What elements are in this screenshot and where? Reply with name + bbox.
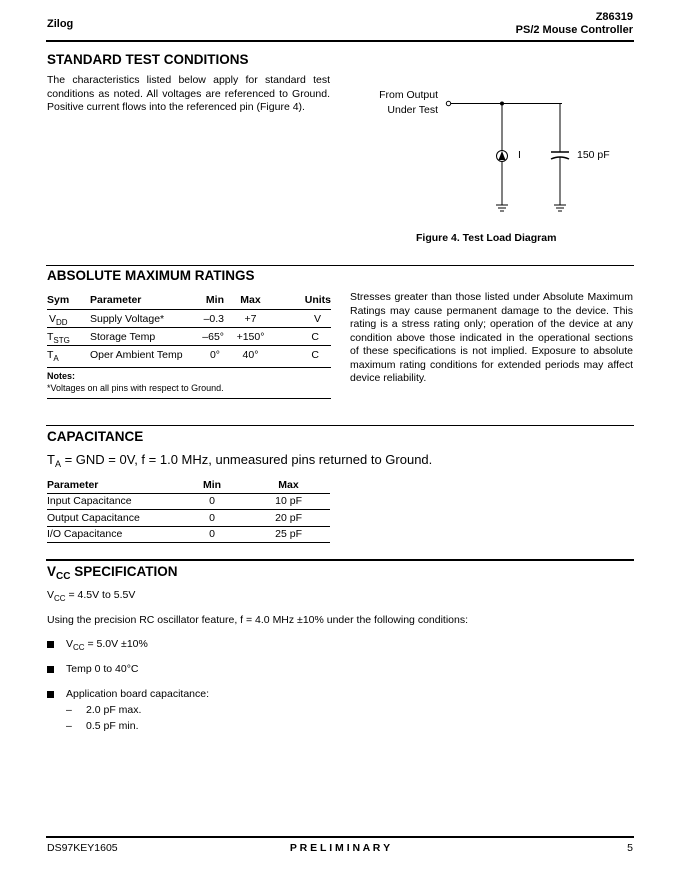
capacitance-table bbox=[47, 477, 330, 543]
notes-text: *Voltages on all pins with respect to Ground. bbox=[47, 383, 224, 393]
row-sym: $T_A$ bbox=[47, 349, 59, 363]
vcc-range: $V_{CC} = 4.5V$ to 5.5V bbox=[47, 589, 136, 603]
bullet-text: Application board capacitance: bbox=[66, 688, 210, 700]
header-part-number: Z86319 bbox=[595, 11, 633, 23]
abs-max-header-row bbox=[47, 294, 331, 310]
table-row bbox=[47, 493, 330, 510]
row-min: –0.3 bbox=[203, 313, 224, 325]
capacitance-conditions: $T_A$ = GND = 0V, f = 1.0 MHz, unmeasured pins returned to Ground. bbox=[47, 452, 433, 469]
header-subtitle: PS/2 Mouse Controller bbox=[515, 24, 633, 36]
col-max: Max bbox=[240, 294, 261, 306]
notes-title: Notes: bbox=[47, 371, 76, 381]
vcc-rule bbox=[46, 559, 634, 561]
diagram-current-label: I bbox=[518, 149, 521, 161]
stress-text: Stresses greater than those listed under Absolute Maximum Ratings may cause permanent damage to the device. This rating is a stress rating only; operation of the device at any condition above those indicated in the operational sections of these specifications is not implied. Exposure to absolute maximum rating conditions for extended periods may affect device reliability. bbox=[350, 291, 633, 384]
row-param: Output Capacitance bbox=[47, 511, 140, 524]
row-min: –65° bbox=[202, 331, 224, 343]
row-param: Storage Temp bbox=[90, 331, 156, 343]
capacitance-title: CAPACITANCE bbox=[47, 429, 144, 444]
row-param: Supply Voltage* bbox=[90, 313, 165, 325]
diagram-capacitor-label: 150 pF bbox=[577, 149, 610, 161]
col-min: Min bbox=[205, 294, 224, 306]
row-param: Input Capacitance bbox=[47, 495, 132, 508]
row-units: V bbox=[313, 313, 321, 325]
col-parameter: Parameter bbox=[90, 294, 142, 306]
dash-marker: – bbox=[66, 704, 72, 716]
row-max: 20 pF bbox=[275, 511, 302, 524]
dash-text: 0.5 pF min. bbox=[86, 720, 139, 732]
diagram-label-line2: Under Test bbox=[387, 104, 438, 116]
footer-rule bbox=[46, 836, 634, 838]
row-min: 0 bbox=[209, 495, 215, 508]
abs-max-title: ABSOLUTE MAXIMUM RATINGS bbox=[47, 268, 255, 283]
abs-max-table bbox=[47, 294, 331, 364]
table-row bbox=[47, 310, 331, 328]
dash-text: 2.0 pF max. bbox=[86, 704, 142, 716]
vcc-intro: Using the precision RC oscillator feature, f = 4.0 MHz ±10% under the following conditions: bbox=[47, 614, 469, 626]
abs-max-table-bottom-rule bbox=[47, 398, 331, 399]
figure-caption: Figure 4. Test Load Diagram bbox=[416, 232, 557, 244]
bullet-square-icon bbox=[47, 666, 54, 673]
header-company: Zilog bbox=[47, 18, 74, 30]
col-units: Units bbox=[304, 294, 331, 306]
row-sym: $T_{STG}$ bbox=[47, 331, 70, 345]
row-max: 40° bbox=[242, 349, 259, 361]
row-max: 10 pF bbox=[275, 495, 302, 508]
diagram-label-line1: From Output bbox=[379, 89, 438, 101]
test-load-diagram bbox=[340, 84, 640, 224]
header-part-info bbox=[516, 11, 633, 37]
col-parameter: Parameter bbox=[47, 478, 99, 491]
row-max: +150° bbox=[236, 331, 265, 343]
abs-max-notes bbox=[47, 367, 331, 394]
row-min: 0° bbox=[209, 349, 220, 361]
standard-test-title: STANDARD TEST CONDITIONS bbox=[47, 52, 249, 67]
table-row bbox=[47, 526, 330, 543]
table-row bbox=[47, 328, 331, 346]
footer-page-number: 5 bbox=[627, 842, 633, 854]
row-units: C bbox=[311, 349, 319, 361]
row-min: 0 bbox=[209, 528, 215, 541]
bullet-square-icon bbox=[47, 691, 54, 698]
col-sym: Sym bbox=[47, 294, 70, 306]
row-units: C bbox=[311, 331, 319, 343]
standard-test-body: The characteristics listed below apply for standard test conditions as noted. All voltages are referenced to Ground. Positive current flows into the referenced pin (Figure 4). bbox=[47, 74, 330, 113]
footer-doc-number: DS97KEY1605 bbox=[47, 842, 118, 854]
header-rule bbox=[46, 40, 634, 42]
col-max: Max bbox=[278, 478, 299, 491]
row-param: Oper Ambient Temp bbox=[90, 349, 183, 361]
capacitance-header-row bbox=[47, 477, 330, 493]
table-row bbox=[47, 510, 330, 527]
row-sym: $V_{DD}$ bbox=[49, 313, 68, 327]
row-max: 25 pF bbox=[275, 528, 302, 541]
bullet-square-icon bbox=[47, 641, 54, 648]
row-min: 0 bbox=[209, 511, 215, 524]
row-param: I/O Capacitance bbox=[47, 528, 123, 541]
bullet-text: $V_{CC} = 5.0V \pm 10\%$ bbox=[66, 638, 148, 652]
capacitance-rule bbox=[46, 425, 634, 426]
row-max: +7 bbox=[244, 313, 257, 325]
footer-status: P R E L I M I N A R Y bbox=[289, 842, 391, 854]
dash-marker: – bbox=[66, 720, 72, 732]
bullet-text: Temp 0 to 40°C bbox=[66, 663, 139, 675]
table-row bbox=[47, 346, 331, 365]
abs-max-table-block bbox=[47, 294, 331, 399]
vcc-title: $V_{CC}$ SPECIFICATION bbox=[47, 564, 178, 582]
abs-max-rule bbox=[46, 265, 634, 266]
col-min: Min bbox=[202, 478, 222, 491]
